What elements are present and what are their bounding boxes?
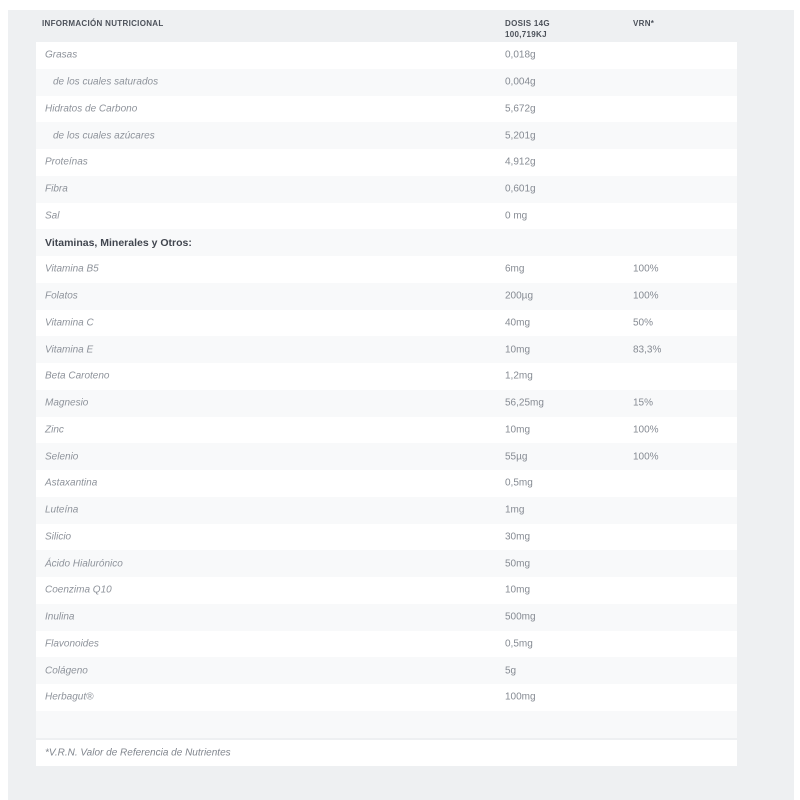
table-row — [36, 176, 737, 203]
row-vrn: 50% — [633, 317, 654, 329]
table-row — [36, 203, 737, 230]
table-row — [36, 497, 737, 524]
row-label: Inulina — [45, 611, 75, 623]
table-row — [36, 604, 737, 631]
footnote-card — [36, 740, 737, 766]
row-label: Herbagut® — [45, 691, 94, 703]
row-value: 0,004g — [505, 76, 536, 88]
row-value: 100mg — [505, 691, 536, 703]
row-label: Sal — [45, 210, 60, 222]
row-value: 1mg — [505, 504, 525, 516]
table-row — [36, 336, 737, 363]
row-value: 1,2mg — [505, 370, 533, 382]
section-header-row — [36, 229, 737, 256]
header-dosis-line2: 100,719KJ — [505, 30, 547, 39]
row-vrn: 100% — [633, 290, 659, 302]
row-label: Selenio — [45, 451, 79, 463]
row-label: Coenzima Q10 — [45, 584, 112, 596]
header-dosis — [505, 18, 550, 40]
table-row — [36, 390, 737, 417]
table-row — [36, 417, 737, 444]
row-value: 10mg — [505, 424, 531, 436]
row-value: 5g — [505, 665, 517, 677]
row-value: 50mg — [505, 558, 531, 570]
row-value: 0,018g — [505, 49, 536, 61]
table-row — [36, 524, 737, 551]
table-row — [36, 470, 737, 497]
row-label: Beta Caroteno — [45, 370, 110, 382]
row-vrn: 100% — [633, 424, 659, 436]
table-row — [36, 96, 737, 123]
row-label: Proteínas — [45, 156, 88, 168]
row-label: Vitamina E — [45, 344, 94, 356]
row-label: Vitaminas, Minerales y Otros: — [45, 236, 192, 249]
row-label: Vitamina C — [45, 317, 94, 329]
nutrition-table-header — [36, 14, 737, 42]
row-value: 6mg — [505, 263, 525, 275]
row-value: 200µg — [505, 290, 534, 302]
row-label: Vitamina B5 — [45, 263, 99, 275]
header-vrn: VRN* — [633, 19, 655, 28]
row-value: 0,601g — [505, 183, 536, 195]
table-row — [36, 577, 737, 604]
row-value: 5,201g — [505, 130, 536, 142]
row-value: 0,5mg — [505, 638, 533, 650]
spacer-row — [36, 711, 737, 738]
row-label: Hidratos de Carbono — [45, 103, 138, 115]
row-value: 5,672g — [505, 103, 536, 115]
table-row — [36, 443, 737, 470]
row-vrn: 100% — [633, 451, 659, 463]
row-label: Zinc — [45, 424, 64, 436]
row-label: Folatos — [45, 290, 78, 302]
row-vrn: 100% — [633, 263, 659, 275]
table-row — [36, 256, 737, 283]
row-value: 55µg — [505, 451, 528, 463]
table-row — [36, 550, 737, 577]
table-row — [36, 69, 737, 96]
row-label: Astaxantina — [45, 477, 98, 489]
row-label: Luteína — [45, 504, 79, 516]
table-row — [36, 149, 737, 176]
row-label: Magnesio — [45, 397, 89, 409]
row-label: Flavonoides — [45, 638, 99, 650]
row-value: 10mg — [505, 344, 531, 356]
row-label: Silicio — [45, 531, 72, 543]
nutrition-table-body — [36, 42, 737, 738]
table-row — [36, 310, 737, 337]
row-value: 0,5mg — [505, 477, 533, 489]
row-value: 30mg — [505, 531, 531, 543]
row-vrn: 15% — [633, 397, 654, 409]
row-label: Fibra — [45, 183, 68, 195]
row-value: 56,25mg — [505, 397, 544, 409]
table-row — [36, 283, 737, 310]
table-row — [36, 631, 737, 658]
table-row — [36, 122, 737, 149]
row-label: de los cuales azúcares — [53, 130, 155, 142]
header-dosis-line1: DOSIS 14G — [505, 19, 550, 28]
table-row — [36, 363, 737, 390]
row-value: 10mg — [505, 584, 531, 596]
table-row — [36, 657, 737, 684]
row-label: Ácido Hialurónico — [45, 558, 123, 570]
table-row — [36, 684, 737, 711]
row-value: 500mg — [505, 611, 536, 623]
row-vrn: 83,3% — [633, 344, 662, 356]
row-label: de los cuales saturados — [53, 76, 159, 88]
vrn-footnote: *V.R.N. Valor de Referencia de Nutrientes — [45, 747, 231, 759]
row-value: 4,912g — [505, 156, 536, 168]
header-info-nutricional: INFORMACIÓN NUTRICIONAL — [42, 19, 164, 28]
row-value: 40mg — [505, 317, 531, 329]
row-label: Colágeno — [45, 665, 88, 677]
row-value: 0 mg — [505, 210, 528, 222]
row-label: Grasas — [45, 49, 78, 61]
table-row — [36, 42, 737, 69]
